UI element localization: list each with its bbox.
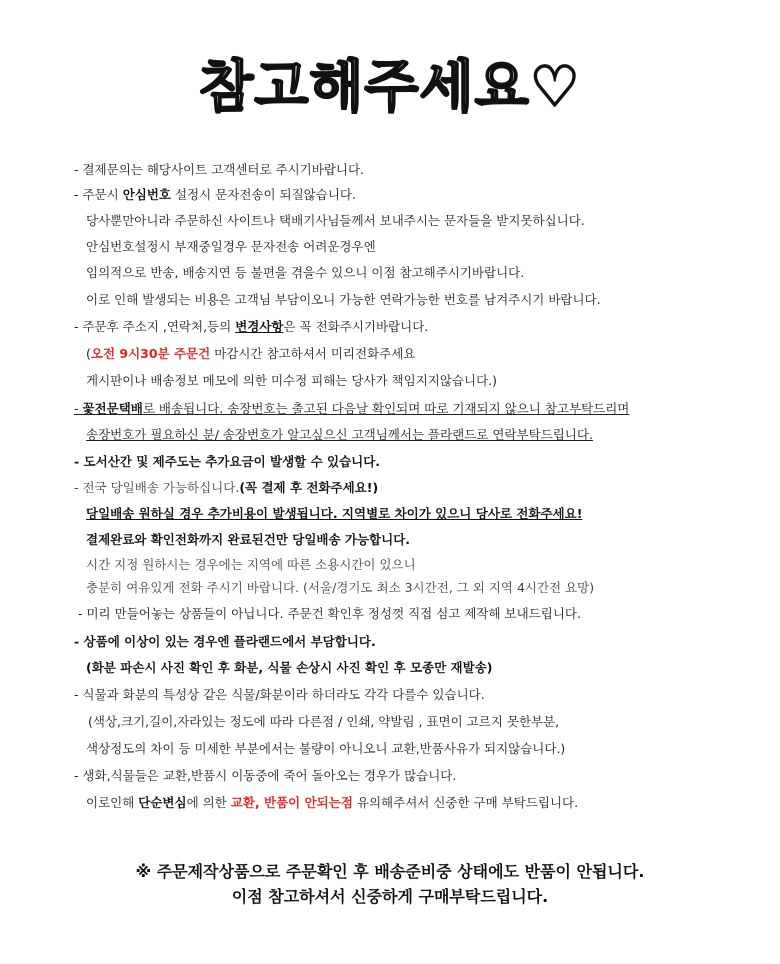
notice-line: 이로 인해 발생되는 비용은 고객님 부담이오니 가능한 연락가능한 번호를 남겨주시기 바랍니다.	[86, 292, 601, 307]
notice-emphasis: 안심번호	[122, 187, 171, 202]
notice-line	[86, 345, 415, 363]
notice-line: - 생화,식물들은 교환,반품시 이동중에 죽어 돌아오는 경우가 많습니다.	[74, 768, 457, 783]
notice-line: - 식물과 화분의 특성상 같은 식물/화분이라 하더라도 각각 다를수 있습니다.	[74, 687, 485, 702]
notice-line: 시간 지정 원하시는 경우에는 지역에 따른 소용시간이 있으니	[86, 557, 416, 572]
notice-line: (색상,크기,길이,자라있는 정도에 따라 다른점 / 인쇄, 약발림 , 표면이 고르지 못한부분,	[88, 714, 560, 729]
notice-emphasis: (꼭 결제 후 전화주세요!)	[239, 480, 379, 495]
notice-line: 당사뿐만아니라 주문하신 사이트나 택배기사님들께서 보내주시는 문자들을 받지못하십니다.	[86, 213, 585, 228]
notice-line	[74, 479, 378, 497]
notice-text: -	[74, 401, 83, 416]
notice-line	[74, 186, 356, 204]
notice-emphasis: 단순변심	[138, 795, 187, 810]
notice-line: - 상품에 이상이 있는 경우엔 플라랜드에서 부담합니다.	[74, 634, 376, 649]
notice-text: 에 의한	[186, 795, 231, 810]
page-title: 참고해주세요♡	[199, 55, 581, 120]
notice-text: 마감시간 참고하셔서 미리전화주세요	[210, 346, 416, 361]
notice-highlight: 교환, 반품이 안되는점	[230, 795, 353, 810]
notice-text: 로 배송됩니다. 송장번호는 출고된 다음날 확인되며 따로 기재되지 않으니 참고부탁드리며	[142, 401, 630, 416]
notice-text: 유의해주셔서 신중한 구매 부탁드립니다.	[352, 795, 579, 810]
notice-text: 이로인해	[86, 795, 139, 810]
notice-line: 색상정도의 차이 등 미세한 부분에서는 불량이 아니오니 교환,반품사유가 되지않습니다.)	[86, 741, 566, 756]
notice-line: - 결제문의는 해당사이트 고객센터로 주시기바랍니다.	[74, 162, 365, 177]
notice-highlight: 오전 9시30분 주문건	[90, 346, 211, 361]
notice-line	[86, 794, 578, 812]
notice-line: 송장번호가 필요하신 분/ 송장번호가 알고싶으신 고객님께서는 플라랜드로 연락부탁드립니다.	[86, 427, 593, 442]
notice-line: 당일배송 원하실 경우 추가비용이 발생됩니다. 지역별로 차이가 있으니 당사로 전화주세요!	[86, 506, 583, 521]
notice-line: 임의적으로 반송, 배송지연 등 불편을 겪을수 있으니 이점 참고해주시기바랍니다.	[86, 265, 525, 280]
notice-text: 은 꼭 전화주시기바랍니다.	[283, 319, 429, 334]
notice-line: 결제완료와 확인전화까지 완료된건만 당일배송 가능합니다.	[86, 532, 411, 547]
notice-line: - 도서산간 및 제주도는 추가요금이 발생할 수 있습니다.	[74, 454, 381, 469]
notice-line: 충분히 여유있게 전화 주시기 바랍니다. (서울/경기도 최소 3시간전, 그 외 지역 4시간전 요망)	[86, 580, 595, 595]
notice-text: - 전국 당일배송 가능하십니다.	[74, 480, 240, 495]
notice-line	[74, 400, 629, 418]
notice-line: 안심번호설정시 부재중일경우 문자전송 어려운경우엔	[86, 239, 376, 254]
notice-line: (화분 파손시 사진 확인 후 화분, 식물 손상시 사진 확인 후 모종만 재발송)	[86, 660, 493, 675]
notice-line: 게시판이나 배송정보 메모에 의한 미수정 피해는 당사가 책임지지않습니다.)	[86, 373, 497, 388]
notice-emphasis: 변경사항	[235, 319, 284, 334]
notice-text: (	[86, 346, 91, 361]
footer-notice-line-2: 이점 참고하셔서 신중하게 구매부탁드립니다.	[231, 887, 549, 906]
notice-line: - 미리 만들어놓는 상품들이 아닙니다. 주문건 확인후 정성껏 직접 심고 제작해 보내드립니다.	[78, 606, 581, 621]
notice-text: - 주문후 주소지 ,연락처,등의	[74, 319, 236, 334]
notice-text: - 주문시	[74, 187, 123, 202]
footer-notice-line-1: ※ 주문제작상품으로 주문확인 후 배송준비중 상태에도 반품이 안됩니다.	[135, 862, 645, 881]
notice-emphasis: 꽃전문택배	[82, 401, 143, 416]
notice-text: 설정시 문자전송이 되질않습니다.	[171, 187, 356, 202]
notice-line	[74, 318, 428, 336]
